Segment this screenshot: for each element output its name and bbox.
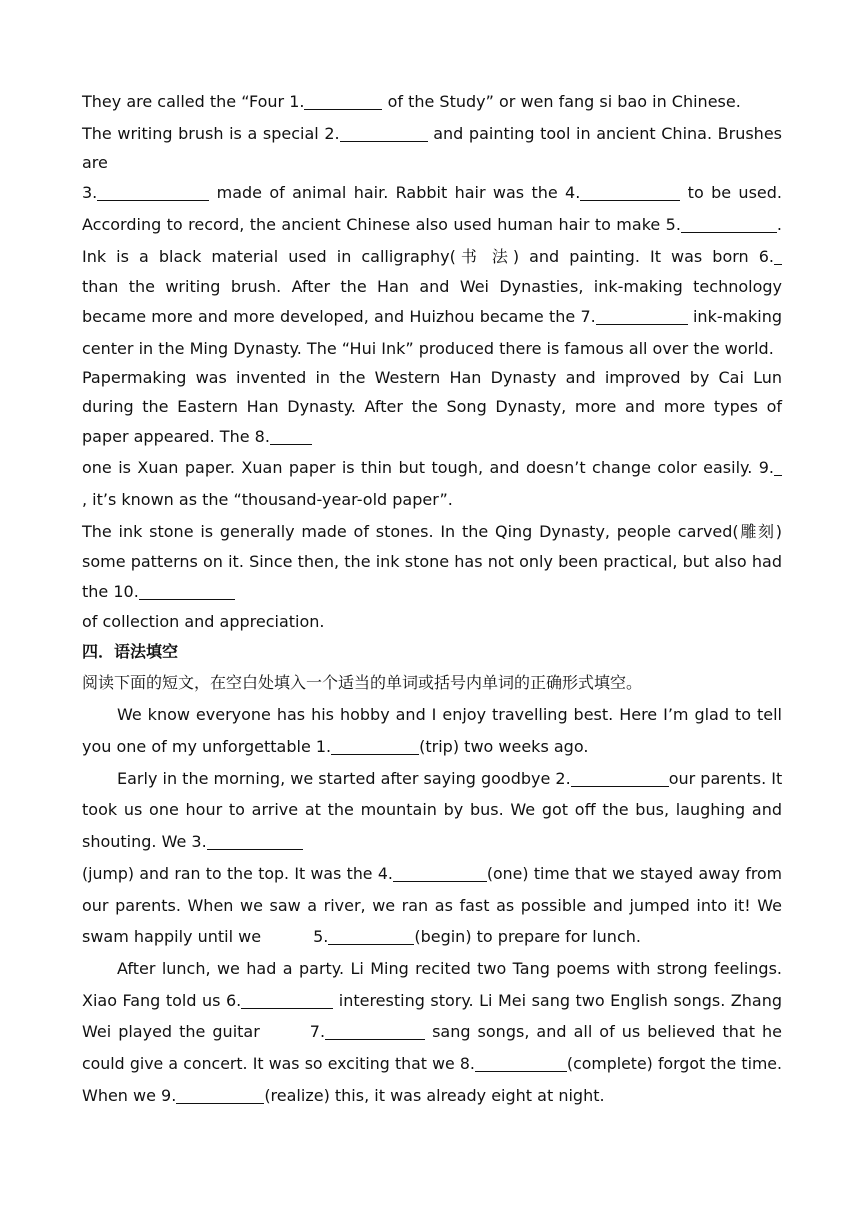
- text: paper appeared. The 8.: [82, 427, 270, 446]
- text: one is Xuan paper. Xuan paper is thin but tough, and doesn’t change color easily. 9.: [82, 458, 774, 477]
- text: (realize) this, it was already eight at night.: [264, 1086, 605, 1105]
- blank-g8: [475, 1055, 567, 1072]
- text: According to record, the ancient Chinese also used human hair to make 5.: [82, 215, 681, 234]
- blank-9: [774, 459, 782, 476]
- text: our parents. When we saw a river, we ran as fast as possible and jumped into it! We: [82, 896, 782, 915]
- passage1-line-10: [82, 368, 782, 388]
- passage2-line-3: [82, 769, 782, 789]
- text: (one) time that we stayed away from: [486, 864, 782, 883]
- text: They are called the “Four 1.: [82, 92, 305, 111]
- text: took us one hour to arrive at the mountain by bus. We got off the bus, laughing and: [82, 800, 782, 819]
- text: than the writing brush. After the Han and Wei Dynasties, ink-making technology: [82, 277, 782, 296]
- text: 5.: [313, 927, 329, 946]
- text: during the Eastern Han Dynasty. After the Song Dynasty, more and more types of: [82, 397, 782, 416]
- passage1-line-17: [82, 582, 782, 602]
- passage2-line-7: [82, 896, 782, 916]
- passage1-line-15: [82, 522, 782, 542]
- passage1-line-4: [82, 183, 782, 203]
- blank-2: [340, 125, 428, 142]
- text: interesting story. Li Mei sang two English songs. Zhang: [333, 991, 782, 1010]
- text: Wei played the guitar: [82, 1022, 260, 1041]
- blank-5: [681, 216, 777, 233]
- passage1-line-7: [82, 277, 782, 297]
- text: (jump) and ran to the top. It was the 4.: [82, 864, 393, 883]
- text: to be used.: [680, 183, 782, 202]
- text: you one of my unforgettable 1.: [82, 737, 332, 756]
- blank-4: [580, 184, 680, 201]
- blank-g4: [393, 865, 487, 882]
- blank-6: [774, 248, 782, 265]
- text: swam happily until we: [82, 927, 262, 946]
- text: The writing brush is a special 2.: [82, 124, 340, 143]
- text: made of animal hair. Rabbit hair was the 4.: [209, 183, 581, 202]
- blank-1: [304, 93, 382, 110]
- text: (complete) forgot the time.: [566, 1054, 782, 1073]
- text: .: [776, 215, 782, 234]
- passage2-line-10: [82, 991, 782, 1011]
- text: (begin) to prepare for lunch.: [414, 927, 641, 946]
- text: When we 9.: [82, 1086, 177, 1105]
- passage2-line-9: [82, 959, 782, 979]
- passage1-line-3: [82, 153, 782, 173]
- text: Ink is a black material used in calligraphy(书 法) and painting. It was born 6.: [82, 247, 774, 266]
- blank-g3: [207, 833, 303, 850]
- blank-g7: [325, 1023, 425, 1040]
- text: The ink stone is generally made of stones. In the Qing Dynasty, people carved(雕刻): [82, 522, 782, 541]
- text: our parents. It: [668, 769, 783, 788]
- passage1-line-11: [82, 397, 782, 417]
- text: Early in the morning, we started after saying goodbye 2.: [117, 769, 571, 788]
- passage1-line-16: [82, 552, 782, 572]
- text: We know everyone has his hobby and I enjoy travelling best. Here I’m glad to tell: [117, 705, 782, 724]
- passage2-line-6: [82, 864, 782, 884]
- passage2-line-8: [82, 927, 782, 947]
- passage1-line-18: [82, 612, 782, 632]
- text: the 10.: [82, 582, 139, 601]
- blank-g2: [571, 770, 669, 787]
- passage2-line-12: [82, 1054, 782, 1074]
- text: of collection and appreciation.: [82, 612, 325, 631]
- text: center in the Ming Dynasty. The “Hui Ink” produced there is famous all over the world.: [82, 339, 774, 358]
- blank-g5: [328, 928, 414, 945]
- text: became more and more developed, and Huizhou became the 7.: [82, 307, 596, 326]
- passage2-line-1: [82, 705, 782, 725]
- passage1-line-6: [82, 247, 782, 267]
- text: some patterns on it. Since then, the ink stone has not only been practical, but also had: [82, 552, 782, 571]
- text: and painting tool in ancient China. Brushes: [427, 124, 783, 143]
- text: , it’s known as the “thousand-year-old paper”.: [82, 490, 453, 509]
- text: Xiao Fang told us 6.: [82, 991, 242, 1010]
- passage1-line-2: [82, 124, 782, 144]
- passage1-line-14: [82, 490, 782, 510]
- text: sang songs, and all of us believed that he: [425, 1022, 782, 1041]
- blank-3: [97, 184, 209, 201]
- passage2-line-5: [82, 832, 782, 852]
- passage2-line-11: [82, 1022, 782, 1042]
- passage1-line-8: [82, 307, 782, 327]
- blank-g9: [176, 1087, 264, 1104]
- passage2-line-4: [82, 800, 782, 820]
- passage1-line-9: [82, 339, 782, 359]
- passage1-line-5: [82, 215, 782, 235]
- section-heading: 四．语法填空: [82, 642, 179, 661]
- text: 3.: [82, 183, 98, 202]
- text: ink-making: [687, 307, 782, 326]
- blank-7: [596, 308, 688, 325]
- text: After lunch, we had a party. Li Ming recited two Tang poems with strong feelings.: [117, 959, 782, 978]
- text: (trip) two weeks ago.: [419, 737, 589, 756]
- passage1-line-1: [82, 92, 782, 112]
- blank-8: [270, 428, 312, 445]
- passage2-line-13: [82, 1086, 782, 1106]
- blank-10: [139, 583, 235, 600]
- blank-g1: [331, 738, 419, 755]
- text: are: [82, 153, 108, 172]
- passage2-line-2: [82, 737, 782, 757]
- text: of the Study” or wen fang si bao in Chinese.: [382, 92, 741, 111]
- text: could give a concert. It was so exciting that we 8.: [82, 1054, 475, 1073]
- text: shouting. We 3.: [82, 832, 207, 851]
- section-instruction: 阅读下面的短文，在空白处填入一个适当的单词或括号内单词的正确形式填空。: [82, 673, 643, 692]
- text: Papermaking was invented in the Western Han Dynasty and improved by Cai Lun: [82, 368, 782, 387]
- text: 7.: [309, 1022, 326, 1041]
- passage1-line-13: [82, 458, 782, 478]
- passage1-line-12: [82, 427, 782, 447]
- blank-g6: [241, 992, 333, 1009]
